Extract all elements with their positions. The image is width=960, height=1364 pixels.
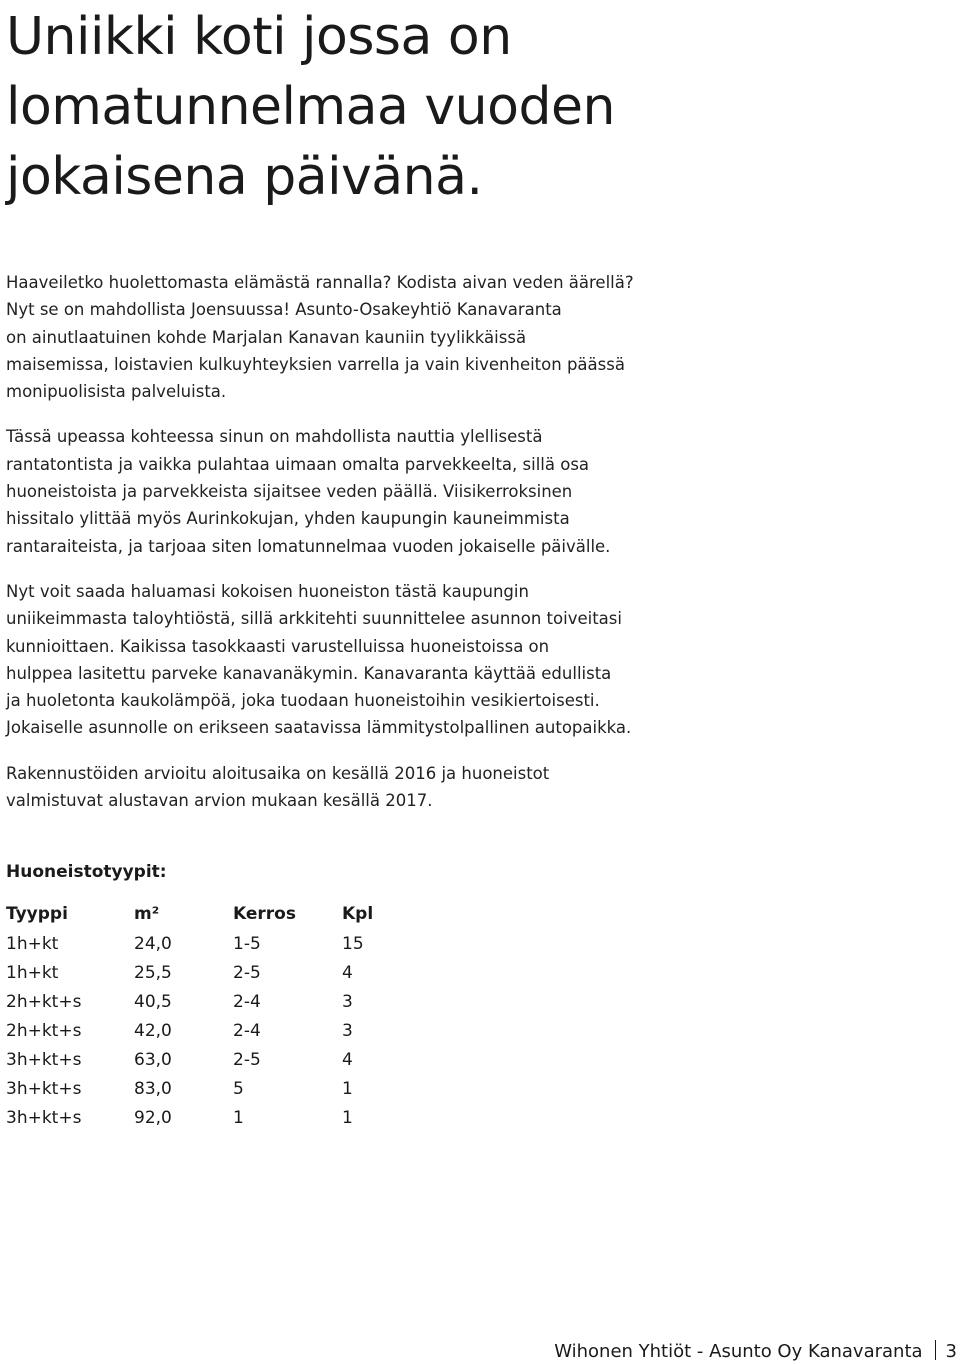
text-line: on ainutlaatuinen kohde Marjalan Kanavan kauniin tyylikkäissä	[6, 327, 527, 347]
table-row	[4, 1045, 402, 1074]
column-header-type: Tyyppi	[6, 904, 68, 924]
page-footer	[554, 1340, 957, 1362]
cell-area: 25,5	[134, 962, 172, 983]
text-line: hulppea lasitettu parveke kanavanäkymin. Kanavaranta käyttää edullista	[6, 663, 612, 683]
cell-area: 24,0	[134, 933, 172, 954]
text-line: rantaraiteista, ja tarjoaa siten lomatunnelmaa vuoden jokaiselle päivälle.	[6, 536, 611, 556]
page-number: 3	[945, 1341, 957, 1362]
column-header-area: m²	[134, 904, 160, 924]
table-row	[4, 958, 402, 987]
cell-floor: 2-4	[233, 1020, 261, 1041]
cell-type: 2h+kt+s	[6, 1020, 82, 1041]
cell-type: 1h+kt	[6, 933, 59, 954]
table-row	[4, 1103, 402, 1132]
text-line: Haaveiletko huolettomasta elämästä rannalla? Kodista aivan veden äärellä?	[6, 273, 634, 292]
table-header-row	[4, 899, 402, 929]
table-row	[4, 1074, 402, 1103]
table-row	[4, 1016, 402, 1045]
cell-type: 1h+kt	[6, 962, 59, 983]
text-line: monipuolisista palveluista.	[6, 382, 227, 402]
headline-line: lomatunnelmaa vuoden	[6, 77, 615, 137]
cell-area: 42,0	[134, 1020, 172, 1041]
cell-count: 1	[342, 1078, 353, 1099]
text-line: Nyt voit saada haluamasi kokoisen huoneiston tästä kaupungin	[6, 581, 529, 601]
cell-floor: 5	[233, 1078, 244, 1099]
cell-floor: 1-5	[233, 933, 261, 954]
column-header-floor: Kerros	[233, 904, 296, 924]
cell-floor: 1	[233, 1107, 244, 1128]
table-row	[4, 987, 402, 1016]
apartment-types-title: Huoneistotyypit:	[6, 862, 167, 882]
text-line: Nyt se on mahdollista Joensuussa! Asunto-Osakeyhtiö Kanavaranta	[6, 300, 562, 320]
cell-count: 3	[342, 991, 353, 1012]
body-text	[6, 269, 726, 832]
cell-count: 15	[342, 933, 364, 954]
footer-divider	[935, 1340, 936, 1360]
cell-floor: 2-5	[233, 1049, 261, 1070]
text-line: rantatontista ja vaikka pulahtaa uimaan omalta parvekkeelta, sillä osa	[6, 454, 590, 474]
cell-floor: 2-4	[233, 991, 261, 1012]
cell-floor: 2-5	[233, 962, 261, 983]
apartment-types-table	[4, 899, 402, 1132]
text-line: Rakennustöiden arvioitu aloitusaika on kesällä 2016 ja huoneistot	[6, 763, 550, 783]
document-page	[6, 0, 936, 1128]
text-line: huoneistoista ja parvekkeista sijaitsee veden päällä. Viisikerroksinen	[6, 482, 573, 502]
cell-type: 3h+kt+s	[6, 1107, 82, 1128]
table-row	[4, 929, 402, 958]
paragraph-location	[6, 423, 726, 559]
text-line: kunnioittaen. Kaikissa tasokkaasti varustelluissa huoneistoissa on	[6, 636, 550, 656]
column-header-count: Kpl	[342, 904, 374, 924]
cell-count: 3	[342, 1020, 353, 1041]
cell-type: 2h+kt+s	[6, 991, 82, 1012]
footer-text: Wihonen Yhtiöt - Asunto Oy Kanavaranta	[554, 1341, 923, 1362]
text-line: valmistuvat alustavan arvion mukaan kesällä 2017.	[6, 791, 433, 811]
cell-type: 3h+kt+s	[6, 1078, 82, 1099]
cell-type: 3h+kt+s	[6, 1049, 82, 1070]
cell-area: 40,5	[134, 991, 172, 1012]
headline	[6, 0, 936, 212]
cell-area: 92,0	[134, 1107, 172, 1128]
cell-count: 4	[342, 962, 353, 983]
paragraph-apartments	[6, 578, 726, 742]
cell-area: 83,0	[134, 1078, 172, 1099]
text-line: ja huoletonta kaukolämpöä, joka tuodaan huoneistoihin vesikiertoisesti.	[6, 691, 600, 711]
cell-area: 63,0	[134, 1049, 172, 1070]
headline-line: jokaisena päivänä.	[6, 147, 483, 207]
text-line: hissitalo ylittää myös Aurinkokujan, yhden kaupungin kauneimmista	[6, 509, 570, 529]
text-line: Jokaiselle asunnolle on erikseen saatavissa lämmitystolpallinen autopaikka.	[6, 718, 632, 738]
paragraph-schedule	[6, 760, 726, 815]
cell-count: 1	[342, 1107, 353, 1128]
text-line: maisemissa, loistavien kulkuyhteyksien varrella ja vain kivenheiton päässä	[6, 354, 625, 374]
headline-line: Uniikki koti jossa on	[6, 7, 512, 67]
paragraph-intro	[6, 269, 726, 405]
text-line: uniikeimmasta taloyhtiöstä, sillä arkkitehti suunnittelee asunnon toiveitasi	[6, 609, 622, 629]
cell-count: 4	[342, 1049, 353, 1070]
text-line: Tässä upeassa kohteessa sinun on mahdollista nauttia ylellisestä	[6, 427, 543, 447]
